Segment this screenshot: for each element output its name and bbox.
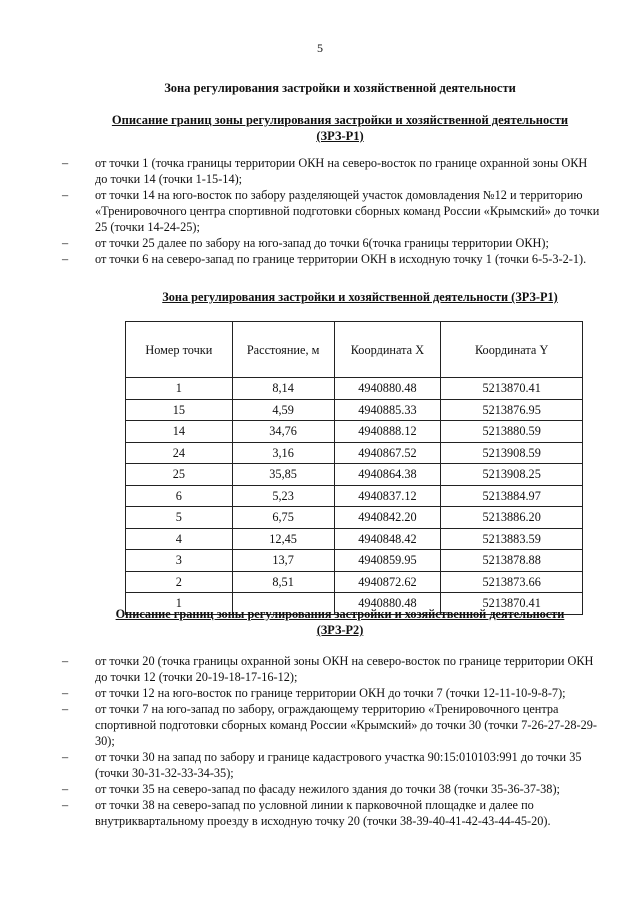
cell-y: 5213870.41 <box>441 378 583 400</box>
list-item-text: от точки 38 на северо-запад по условной линии к парковочной площадке и далее по внутриквартальному проезду в исходную точку 20 (точки 38-39-40-41-42-43-44-45-20). <box>95 798 551 828</box>
coordinates-table <box>125 321 583 615</box>
table-row <box>126 464 583 486</box>
cell-x: 4940837.12 <box>334 485 441 507</box>
cell-y: 5213908.25 <box>441 464 583 486</box>
cell-y: 5213886.20 <box>441 507 583 529</box>
list-item: – от точки 6 на северо-запад по границе территории ОКН в исходную точку 1 (точки 6-5-3-2-1). <box>62 252 587 266</box>
table-header-row <box>126 322 583 378</box>
list-item-text: от точки 30 на запад по забору и границе кадастрового участка 90:15:010103:991 до точки 35 (точки 30-31-32-33-34-35); <box>95 750 582 780</box>
table-row <box>126 507 583 529</box>
list-item-text: от точки 12 на юго-восток по границе территории ОКН до точки 7 (точки 12-11-10-9-8-7); <box>95 686 566 700</box>
cell-distance: 8,14 <box>232 378 334 400</box>
list-item: – от точки 1 (точка границы территории ОКН на северо-восток по границе охранной зоны ОКН до точки 14 (точки 1-15-14); <box>62 156 588 186</box>
cell-y: 5213883.59 <box>441 528 583 550</box>
cell-point: 24 <box>126 442 233 464</box>
cell-point: 15 <box>126 399 233 421</box>
cell-point: 6 <box>126 485 233 507</box>
cell-distance: 12,45 <box>232 528 334 550</box>
cell-point: 2 <box>126 571 233 593</box>
list-item-text: от точки 7 на юго-запад по забору, ограждающему территорию «Тренировочного центра спортивной подготовки сборных команд России «Крымский» до точки 30 (точки 7-26-27-28-29-30); <box>95 702 597 748</box>
cell-x: 4940880.48 <box>334 593 441 615</box>
list-item: – от точки 12 на юго-восток по границе территории ОКН до точки 7 (точки 12-11-10-9-8-7); <box>62 686 566 700</box>
cell-distance: 5,23 <box>232 485 334 507</box>
cell-y: 5213880.59 <box>441 421 583 443</box>
section2-title-line1: Описание границ зоны регулирования застройки и хозяйственной деятельности <box>115 607 565 621</box>
cell-y: 5213870.41 <box>441 593 583 615</box>
cell-point: 4 <box>126 528 233 550</box>
cell-point: 1 <box>126 378 233 400</box>
table-row <box>126 528 583 550</box>
table-row <box>126 399 583 421</box>
cell-point: 14 <box>126 421 233 443</box>
section2-boundary-list <box>62 653 600 829</box>
list-item-text: от точки 1 (точка границы территории ОКН на северо-восток по границе охранной зоны ОКН до точки 14 (точки 1-15-14); <box>95 156 588 186</box>
header-coord-y: Координата Y <box>441 322 583 378</box>
cell-distance: 4,59 <box>232 399 334 421</box>
list-item-text: от точки 35 на северо-запад по фасаду нежилого здания до точки 38 (точки 35-36-37-38); <box>95 782 560 796</box>
header-point-number: Номер точки <box>126 322 233 378</box>
cell-point: 25 <box>126 464 233 486</box>
header-distance: Расстояние, м <box>232 322 334 378</box>
table-row <box>126 378 583 400</box>
cell-x: 4940842.20 <box>334 507 441 529</box>
cell-distance: 3,16 <box>232 442 334 464</box>
table-row <box>126 421 583 443</box>
cell-x: 4940880.48 <box>334 378 441 400</box>
cell-y: 5213873.66 <box>441 571 583 593</box>
cell-y: 5213908.59 <box>441 442 583 464</box>
list-item: – от точки 20 (точка границы охранной зоны ОКН на северо-восток по границе территории ОКН до точки 12 (точки 20-19-18-17-16-12); <box>62 654 594 684</box>
cell-x: 4940867.52 <box>334 442 441 464</box>
cell-x: 4940848.42 <box>334 528 441 550</box>
cell-point: 3 <box>126 550 233 572</box>
cell-x: 4940885.33 <box>334 399 441 421</box>
list-item: – от точки 14 на юго-восток по забору разделяющей участок домовладения №12 и территорию «Тренировочного центра спортивной подготовки сборных команд России «Крымский» до точки 25 (точки 14-24-25); <box>62 188 600 234</box>
cell-x: 4940872.62 <box>334 571 441 593</box>
cell-x: 4940864.38 <box>334 464 441 486</box>
table-row <box>126 571 583 593</box>
section1-title-line1: Описание границ зоны регулирования застройки и хозяйственной деятельности <box>111 113 569 127</box>
table-title: Зона регулирования застройки и хозяйственной деятельности (ЗРЗ-Р1) <box>162 290 558 304</box>
list-item-text: от точки 14 на юго-восток по забору разделяющей участок домовладения №12 и территорию «Тренировочного центра спортивной подготовки сборных команд России «Крымский» до точки 25 (точки 14-24-25); <box>95 188 600 234</box>
cell-distance: 6,75 <box>232 507 334 529</box>
list-item: – от точки 25 далее по забору на юго-запад до точки 6(точка границы территории ОКН); <box>62 236 549 250</box>
cell-x: 4940888.12 <box>334 421 441 443</box>
section2-title <box>90 606 590 638</box>
list-item: – от точки 30 на запад по забору и границе кадастрового участка 90:15:010103:991 до точки 35 (точки 30-31-32-33-34-35); <box>62 750 582 780</box>
list-item: – от точки 7 на юго-запад по забору, ограждающему территорию «Тренировочного центра спортивной подготовки сборных команд России «Крымский» до точки 30 (точки 7-26-27-28-29-30); <box>62 702 597 748</box>
list-item-text: от точки 20 (точка границы охранной зоны ОКН на северо-восток по границе территории ОКН до точки 12 (точки 20-19-18-17-16-12); <box>95 654 594 684</box>
cell-y: 5213884.97 <box>441 485 583 507</box>
cell-y: 5213878.88 <box>441 550 583 572</box>
cell-distance: 13,7 <box>232 550 334 572</box>
cell-distance: 34,76 <box>232 421 334 443</box>
list-item-text: от точки 25 далее по забору на юго-запад до точки 6(точка границы территории ОКН); <box>95 236 549 250</box>
list-item-text: от точки 6 на северо-запад по границе территории ОКН в исходную точку 1 (точки 6-5-3-2-1). <box>95 252 587 266</box>
table-row <box>126 550 583 572</box>
cell-y: 5213876.95 <box>441 399 583 421</box>
zone-heading: Зона регулирования застройки и хозяйственной деятельности <box>164 81 516 95</box>
section1-title-line2: (ЗРЗ-Р1) <box>316 129 364 143</box>
table-row <box>126 485 583 507</box>
header-coord-x: Координата X <box>334 322 441 378</box>
cell-point: 1 <box>126 593 233 615</box>
cell-point: 5 <box>126 507 233 529</box>
section1-title <box>90 112 590 144</box>
cell-distance: 35,85 <box>232 464 334 486</box>
table-row <box>126 442 583 464</box>
page-number: 5 <box>317 41 323 55</box>
cell-distance: 8,51 <box>232 571 334 593</box>
cell-x: 4940859.95 <box>334 550 441 572</box>
list-item: – от точки 35 на северо-запад по фасаду нежилого здания до точки 38 (точки 35-36-37-38); <box>62 782 560 796</box>
section2-title-line2: (ЗРЗ-Р2) <box>316 623 364 637</box>
section1-boundary-list <box>62 155 600 267</box>
list-item: – от точки 38 на северо-запад по условной линии к парковочной площадке и далее по внутриквартальному проезду в исходную точку 20 (точки 38-39-40-41-42-43-44-45-20). <box>62 798 551 828</box>
